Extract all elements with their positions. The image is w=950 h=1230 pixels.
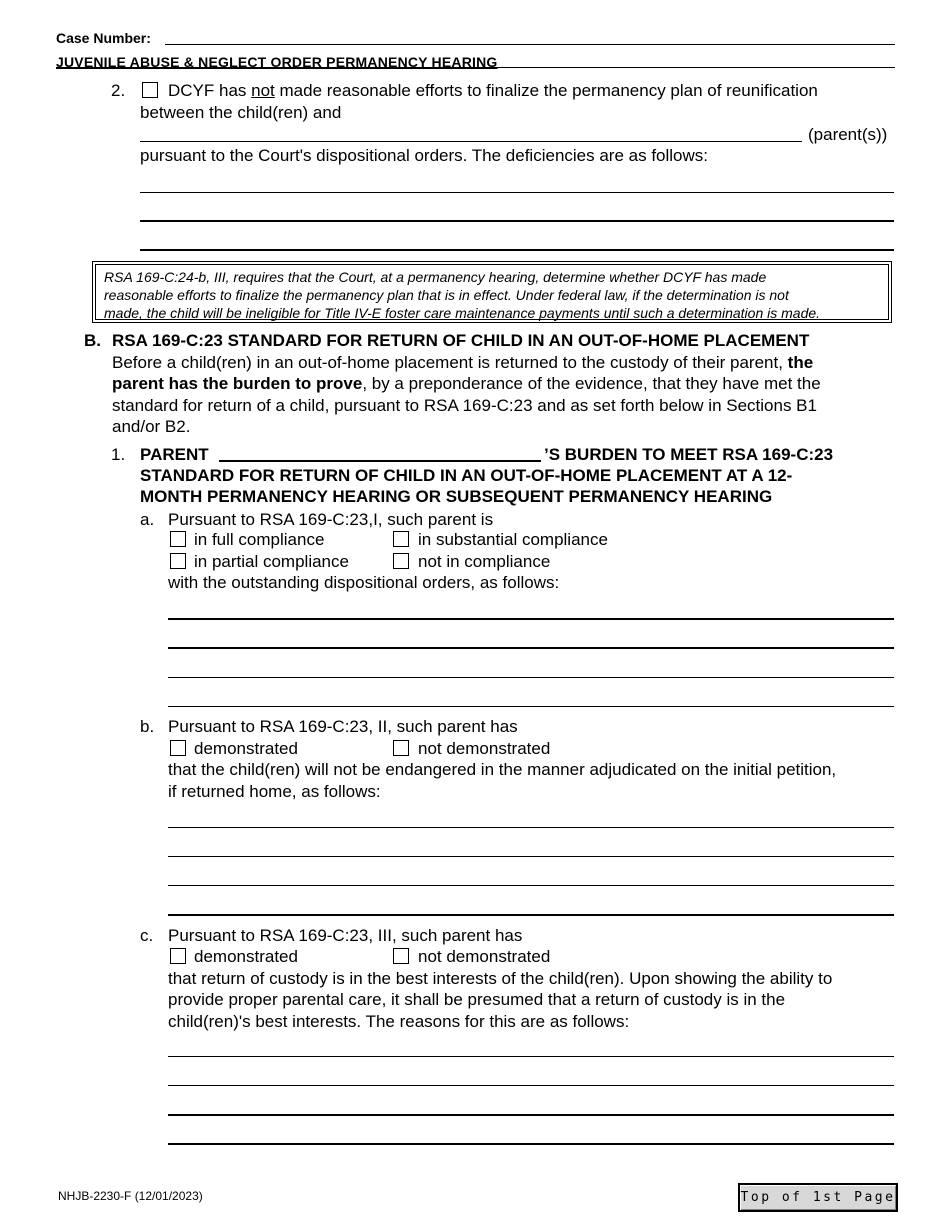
item-b-line-2: if returned home, as follows: (168, 782, 381, 801)
note-line-1: RSA 169-C:24-b, III, requires that the Court, at a permanency hearing, determine whether DCYF has made (104, 269, 767, 285)
item-2-number: 2. (111, 81, 126, 100)
item-c-intro: Pursuant to RSA 169-C:23, III, such parent has (168, 926, 523, 945)
note-line-3: made, the child will be ineligible for Title IV-E foster care maintenance payments until such a determination is made. (104, 305, 821, 321)
parent-name-field[interactable] (140, 141, 802, 142)
item-a-line-3[interactable] (168, 677, 894, 678)
item-c-demonstrated-label: demonstrated (194, 947, 298, 966)
full-compliance-label: in full compliance (194, 530, 325, 549)
item-b-answer-line-2[interactable] (168, 856, 894, 857)
item-b-answer-line-3[interactable] (168, 885, 894, 886)
sub-1-line-2: STANDARD FOR RETURN OF CHILD IN AN OUT-OF-HOME PLACEMENT AT A 12- (140, 466, 793, 485)
item-c-not-demonstrated-label: not demonstrated (418, 947, 551, 966)
section-b-heading: RSA 169-C:23 STANDARD FOR RETURN OF CHILD IN AN OUT-OF-HOME PLACEMENT (112, 331, 810, 350)
item-2-text: DCYF has not made reasonable efforts to finalize the permanency plan of reunification (168, 81, 818, 100)
case-number-field[interactable] (165, 44, 895, 45)
not-in-compliance-checkbox[interactable] (393, 553, 409, 569)
section-b-para-2: parent has the burden to prove, by a preponderance of the evidence, that they have met the (112, 374, 821, 393)
item-a-line-2[interactable] (168, 647, 894, 649)
sub-1-number: 1. (111, 445, 126, 464)
item-c-answer-line-3[interactable] (168, 1114, 894, 1116)
item-c-answer-line-1[interactable] (168, 1056, 894, 1057)
item-b-not-demonstrated-checkbox[interactable] (393, 740, 409, 756)
item-a-letter: a. (140, 510, 155, 529)
partial-compliance-checkbox[interactable] (170, 553, 186, 569)
item-b-line-1: that the child(ren) will not be endangered in the manner adjudicated on the initial petition, (168, 760, 837, 779)
item-c-line-2: provide proper parental care, it shall be presumed that a return of custody is in the (168, 990, 786, 1009)
partial-compliance-label: in partial compliance (194, 552, 349, 571)
item-b-not-demonstrated-label: not demonstrated (418, 739, 551, 758)
sub-1-parent-name-field[interactable] (219, 460, 541, 462)
item-c-line-1: that return of custody is in the best interests of the child(ren). Upon showing the ability to (168, 969, 833, 988)
item-b-letter: b. (140, 717, 155, 736)
section-b-para-4: and/or B2. (112, 417, 191, 436)
item-2-line2: between the child(ren) and (140, 103, 342, 122)
item-a-intro: Pursuant to RSA 169-C:23,I, such parent is (168, 510, 494, 529)
full-compliance-checkbox[interactable] (170, 531, 186, 547)
item-b-demonstrated-checkbox[interactable] (170, 740, 186, 756)
item-c-answer-line-2[interactable] (168, 1085, 894, 1086)
item-a-line-4[interactable] (168, 706, 894, 707)
deficiencies-line-2[interactable] (140, 220, 894, 222)
item-c-line-3: child(ren)'s best interests. The reasons for this are as follows: (168, 1012, 630, 1031)
header-rule (56, 67, 895, 68)
item-c-letter: c. (140, 926, 154, 945)
sub-1-line-3: MONTH PERMANENCY HEARING OR SUBSEQUENT PERMANENCY HEARING (140, 487, 773, 506)
form-title: JUVENILE ABUSE & NEGLECT ORDER PERMANENCY HEARING (56, 54, 498, 70)
parent-suffix-label: (parent(s)) (808, 125, 888, 144)
item-c-answer-line-4[interactable] (168, 1143, 894, 1145)
section-b-para-3: standard for return of a child, pursuant to RSA 169-C:23 and as set forth below in Sections B1 (112, 396, 817, 415)
item-c-not-demonstrated-checkbox[interactable] (393, 948, 409, 964)
item-b-answer-line-1[interactable] (168, 827, 894, 828)
sub-1-parent-label: PARENT (140, 445, 209, 464)
sub-1-burden-text: ’S BURDEN TO MEET RSA 169-C:23 (544, 445, 834, 464)
top-of-first-page-button[interactable]: Top of 1st Page (738, 1183, 898, 1212)
rsa-note-box (92, 261, 892, 323)
substantial-compliance-checkbox[interactable] (393, 531, 409, 547)
item-b-demonstrated-label: demonstrated (194, 739, 298, 758)
substantial-compliance-label: in substantial compliance (418, 530, 608, 549)
dcyf-not-reasonable-efforts-checkbox[interactable] (142, 82, 158, 98)
item-b-answer-line-4[interactable] (168, 914, 894, 916)
deficiencies-line-1[interactable] (140, 192, 894, 193)
section-b-para-1: Before a child(ren) in an out-of-home placement is returned to the custody of their parent, the (112, 353, 814, 372)
item-b-intro: Pursuant to RSA 169-C:23, II, such parent has (168, 717, 518, 736)
note-line-2: reasonable efforts to finalize the permanency plan that is in effect. Under federal law, if the determination is not (104, 287, 789, 303)
deficiencies-line-3[interactable] (140, 249, 894, 251)
item-2-line4: pursuant to the Court's dispositional orders. The deficiencies are as follows: (140, 146, 709, 165)
item-a-line-1[interactable] (168, 618, 894, 620)
case-number-label: Case Number: (56, 30, 151, 46)
item-a-outro: with the outstanding dispositional orders, as follows: (168, 573, 560, 592)
item-c-demonstrated-checkbox[interactable] (170, 948, 186, 964)
section-b-letter: B. (84, 331, 101, 350)
not-in-compliance-label: not in compliance (418, 552, 551, 571)
form-id: NHJB-2230-F (12/01/2023) (58, 1189, 203, 1203)
